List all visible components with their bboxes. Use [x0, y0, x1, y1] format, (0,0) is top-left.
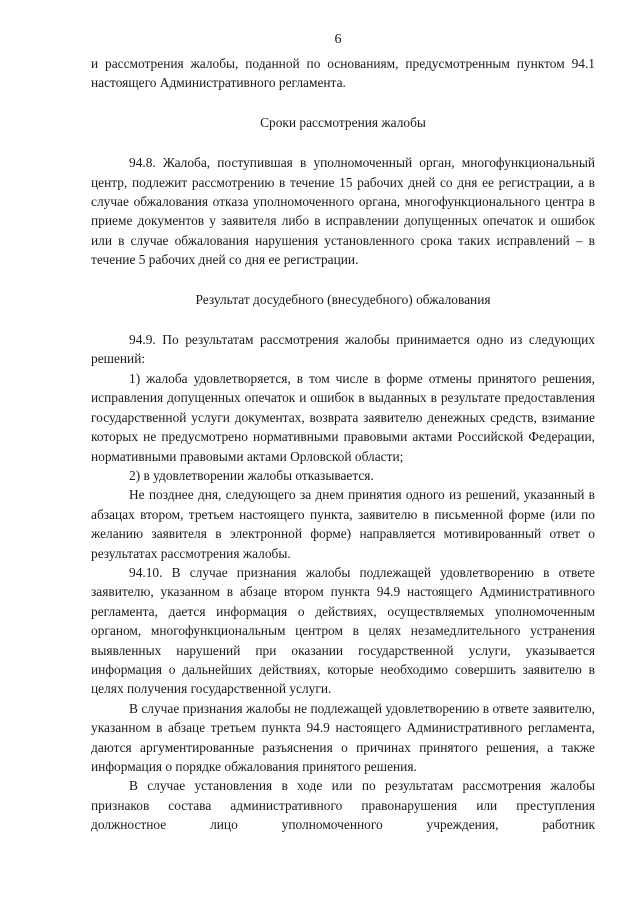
paragraph-94-9: 94.9. По результатам рассмотрения жалобы принимается одно из следующих решений:: [91, 332, 595, 367]
page-number: 6: [334, 32, 342, 47]
section-heading-review-terms: Сроки рассмотрения жалобы: [260, 114, 426, 130]
decision-item-1: 1) жалоба удовлетворяется, в том числе в форме отмены принятого решения, исправления допущенных опечаток и ошибок в выданных в результате предоставления государственной услуги документах, возврата заявителю денежных средств, взимание которых не предусмотрено нормативными правовыми актами Российской Федерации, нормативными правовыми актами Орловской области;: [91, 370, 595, 464]
paragraph-offense: В случае установления в ходе или по результатам рассмотрения жалобы признаков состава административного правонарушения или преступления должностное лицо уполномоченного учреждения, работник: [91, 778, 595, 833]
paragraph-94-8: 94.8. Жалоба, поступившая в уполномоченный орган, многофункциональный центр, подлежит рассмотрению в течение 15 рабочих дней со дня ее регистрации, а в случае обжалования отказа уполномоченного органа, многофункционального центра в приеме документов у заявителя либо в исправлении допущенных опечаток и ошибок или в случае обжалования нарушения установленного срока таких исправлений – в течение 5 рабочих дней со дня ее регистрации.: [91, 155, 595, 268]
paragraph-94-10: 94.10. В случае признания жалобы подлежащей удовлетворению в ответе заявителю, указанном в абзаце втором пункта 94.9 настоящего Административного регламента, дается информация о действиях, осуществляемых уполномоченным органом, многофункциональным центром в целях незамедлительного устранения выявленных нарушений при оказании государственной услуги, указывается информация о дальнейших действиях, которые необходимо совершить заявителю в целях получения государственной услуги.: [91, 564, 595, 697]
intro-paragraph: и рассмотрения жалобы, поданной по основаниям, предусмотренным пунктом 94.1 настоящего Административного регламента.: [91, 56, 595, 91]
paragraph-response-deadline: Не позднее дня, следующего за днем принятия одного из решений, указанный в абзацах втором, третьем настоящего пункта, заявителю в письменной форме (или по желанию заявителя в электронной форме) направляется мотивированный ответ о результатах рассмотрения жалобы.: [91, 487, 595, 561]
paragraph-rejection: В случае признания жалобы не подлежащей удовлетворению в ответе заявителю, указанном в абзаце третьем пункта 94.9 настоящего Административного регламента, даются аргументированные разъяснения о причинах принятого решения, а также информация о порядке обжалования принятого решения.: [91, 700, 595, 774]
decision-item-2: 2) в удовлетворении жалобы отказывается.: [129, 467, 374, 483]
section-heading-appeal-result: Результат досудебного (внесудебного) обжалования: [195, 291, 491, 307]
